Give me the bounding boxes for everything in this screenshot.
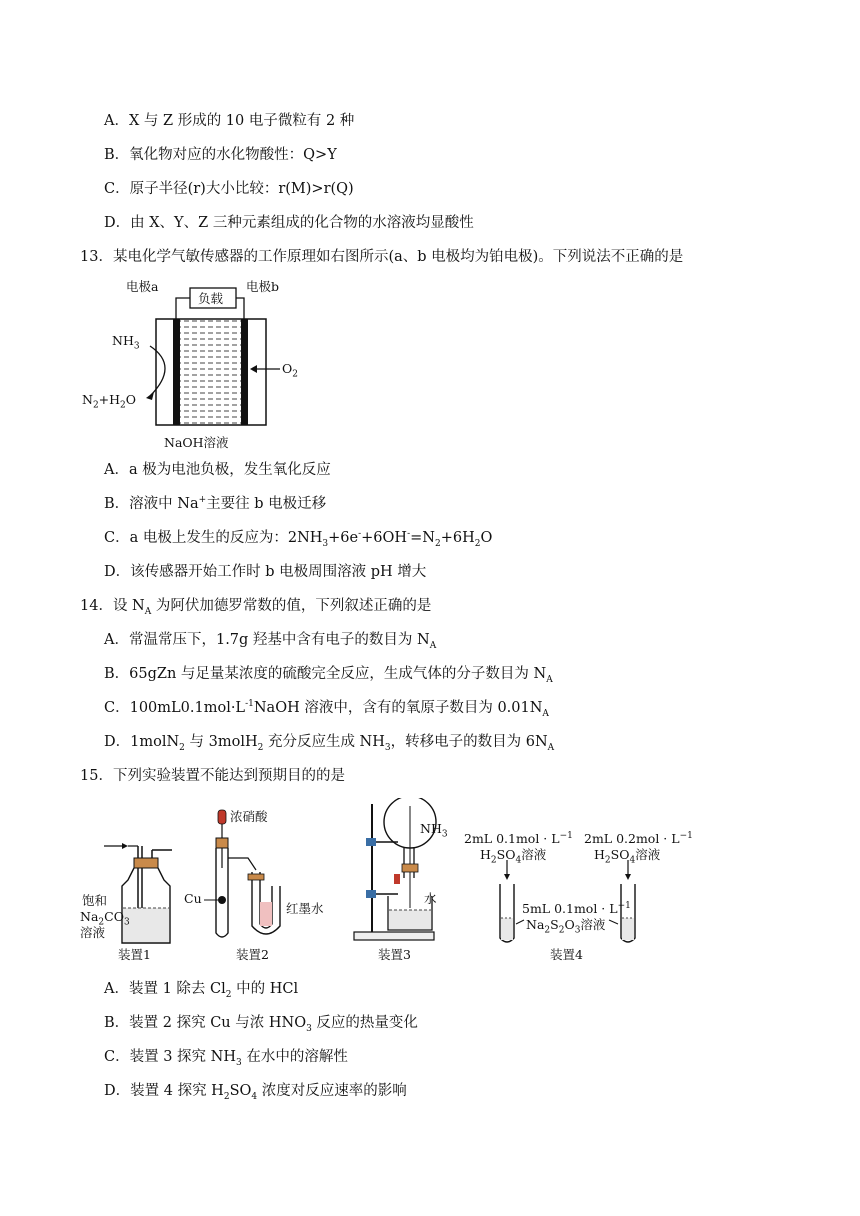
q15-stem: 15．下列实验装置不能达到预期目的的是 [80,768,345,784]
na2s2o3-label: $Na_2S_2O_3$溶液 [526,917,606,936]
electrode-b-label: 电极b [246,279,280,294]
o2-label: $O_2$ [282,361,298,380]
device4-label: 装置4 [550,947,583,962]
device3-label: 装置3 [378,947,411,962]
q12-option-b: B．氧化物对应的水化物酸性：Q>Y [104,147,337,163]
apparatus-diagram [76,798,696,968]
q13-option-d: D．该传感器开始工作时 b 电极周围溶液 pH 增大 [104,564,427,580]
q13-option-b: B．溶液中 Na+主要往 b 电极迁移 [104,495,327,512]
q13-sensor-figure [80,276,320,456]
q12-option-c: C．原子半径(r)大小比较：r(M)>r(Q) [104,181,354,197]
nh3-flask-label: $NH_3$ [420,821,448,840]
na2co3-label: $Na_2CO_3$ [80,909,130,928]
solution-word-label: 溶液 [80,925,106,940]
device2-label: 装置2 [236,947,269,962]
q12-option-d: D．由 X、Y、Z 三种元素组成的化合物的水溶液均显酸性 [104,215,474,231]
device2-drawing [204,810,280,937]
q14-option-c: C．$100mL0.1mol\cdot L^{-1}NaOH$ 溶液中，含有的氧原子数目为 $0.01N_A$ [104,699,549,719]
saturated-label: 饱和 [82,893,108,908]
na2s2o3-conc-label: 5mL $0.1mol \cdot L^{-1}$ [522,900,631,916]
cu-label: Cu [184,891,202,906]
q15-option-d: D．装置 4 探究 $H_2SO_4$ 浓度对反应速率的影响 [104,1083,407,1102]
tube2-h2so4-label: $H_2SO_4$溶液 [594,847,661,866]
q14-option-b: B．65gZn 与足量某浓度的硫酸完全反应，生成气体的分子数目为 $N_A$ [104,666,553,685]
q13-option-a: A．a 极为电池负极，发生氧化反应 [104,462,331,478]
device1-drawing [104,843,172,943]
water-label: 水 [424,891,437,906]
q14-stem: 14．设 $N_A$ 为阿伏加德罗常数的值，下列叙述正确的是 [80,598,432,617]
electrode-a-label: 电极a [126,279,159,294]
load-label: 负载 [198,291,224,306]
conc-nitric-label: 浓硝酸 [230,809,268,824]
q12-option-a: A．X 与 Z 形成的 10 电子微粒有 2 种 [104,113,355,129]
nh3-label: $NH_3$ [112,333,140,352]
red-ink-label: 红墨水 [286,901,324,916]
tube1-h2so4-label: $H_2SO_4$溶液 [480,847,547,866]
q15-option-c: C．装置 3 探究 $NH_3$ 在水中的溶解性 [104,1049,348,1068]
q15-option-a: A．装置 1 除去 $Cl_2$ 中的 HCl [104,981,299,1000]
q14-option-d: D．1molN$_2$ 与 3molH$_2$ 充分反应生成 $NH_3$，转移电子的数目为 $6N_A$ [104,734,555,753]
q13-option-c: C．a 电极上发生的反应为：$2NH_3+6e^-+6OH^-=N_2+6H_2O$ [104,529,493,549]
tube1-conc-label: 2mL $0.1mol \cdot L^{-1}$ [464,830,573,846]
q13-stem: 13．某电化学气敏传感器的工作原理如右图所示(a、b 电极均为铂电极)。下列说法不正确的是 [80,249,684,265]
q15-option-b: B．装置 2 探究 Cu 与浓 $HNO_3$ 反应的热量变化 [104,1015,418,1034]
products-label: $N_2+H_2O$ [82,392,137,411]
q14-option-a: A．常温常压下，1.7g 羟基中含有电子的数目为 $N_A$ [104,632,437,651]
device1-label: 装置1 [118,947,151,962]
device3-drawing [354,798,436,940]
naoh-solution-label: NaOH溶液 [164,435,229,450]
q15-apparatus-figure [76,798,696,968]
tube2-conc-label: 2mL $0.2mol \cdot L^{-1}$ [584,830,693,846]
